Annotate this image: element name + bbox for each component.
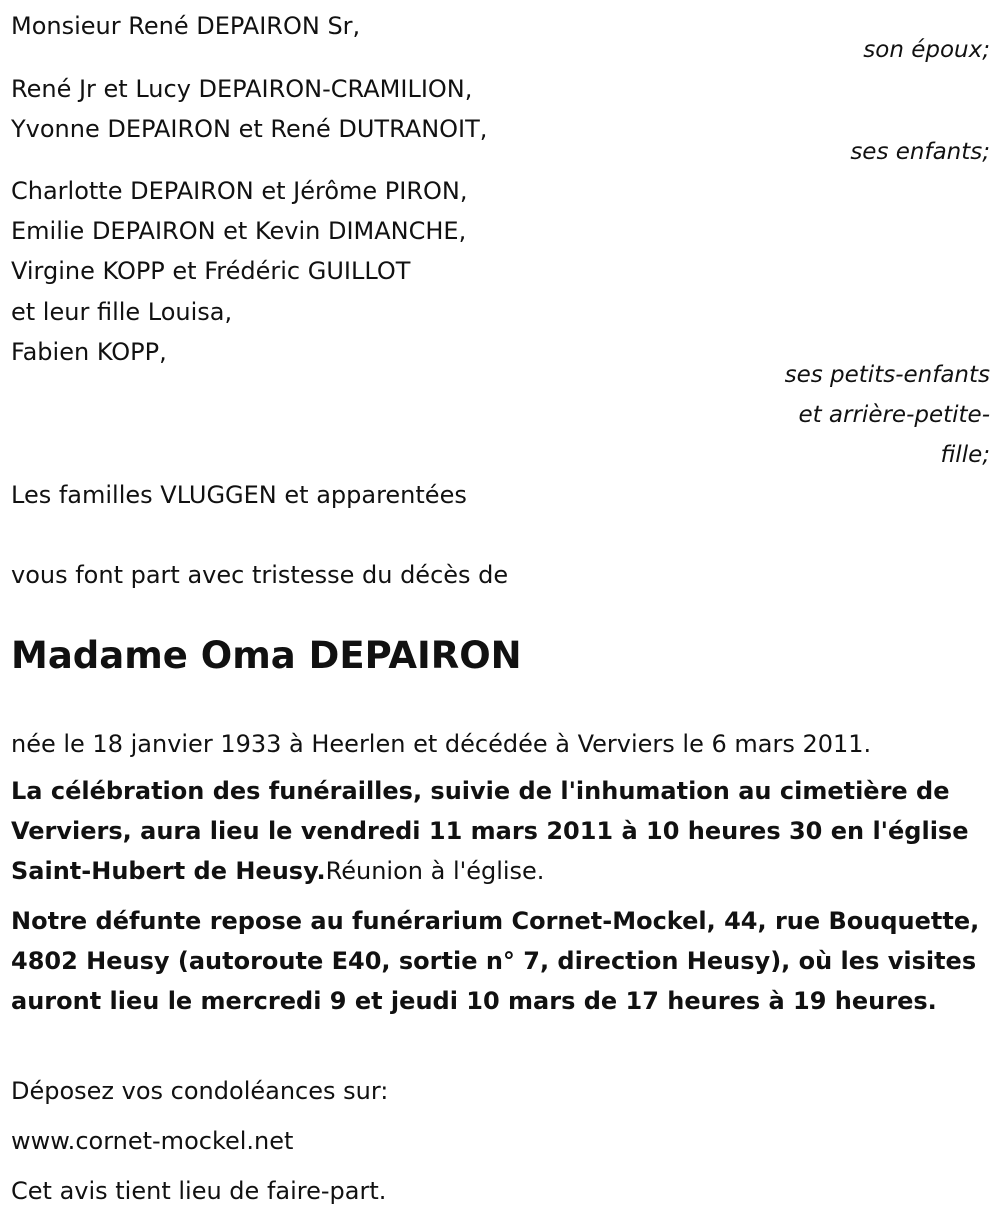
child-line-2: Yvonne DEPAIRON et René DUTRANOIT, (11, 115, 488, 143)
grandchildren-role-line-1: ses petits-enfants (784, 362, 990, 388)
grandchildren-role-line-2: et arrière-petite- (798, 402, 990, 428)
grandchild-line-5: Fabien KOPP, (11, 338, 167, 366)
ceremony-details: La célébration des funérailles, suivie de l'inhumation au cimetière de Verviers, aura lieu le vendredi 11 mars 2011 à 10 heures 30 en l'église Saint-Hubert de Heusy. (11, 777, 969, 885)
visitation-paragraph: Notre défunte repose au funérarium Cornet-Mockel, 44, rue Bouquette, 4802 Heusy (autoroute E40, sortie n° 7, direction Heusy), où les visites auront lieu le mercredi 9 et jeudi 10 mars de 17 heures à 19 heures. (11, 907, 980, 1015)
grandchild-line-4: et leur fille Louisa, (11, 298, 233, 326)
birth-death-line: née le 18 janvier 1933 à Heerlen et décédée à Verviers le 6 mars 2011. (11, 730, 872, 758)
spouse-role: son époux; (863, 37, 990, 63)
closing-line: Cet avis tient lieu de faire-part. (11, 1177, 387, 1205)
spouse-name: Monsieur René DEPAIRON Sr, (11, 12, 361, 40)
announcement-line: vous font part avec tristesse du décès de (11, 561, 509, 589)
children-role: ses enfants; (850, 139, 990, 165)
families-line: Les familles VLUGGEN et apparentées (11, 481, 467, 509)
grandchildren-role-line-3: fille; (940, 442, 990, 468)
grandchild-line-1: Charlotte DEPAIRON et Jérôme PIRON, (11, 177, 468, 205)
condolences-label: Déposez vos condoléances sur: (11, 1077, 389, 1105)
child-line-1: René Jr et Lucy DEPAIRON-CRAMILION, (11, 75, 473, 103)
deceased-name: Madame Oma DEPAIRON (11, 634, 522, 677)
grandchild-line-3: Virgine KOPP et Frédéric GUILLOT (11, 257, 411, 285)
ceremony-note: Réunion à l'église. (325, 857, 545, 885)
grandchild-line-2: Emilie DEPAIRON et Kevin DIMANCHE, (11, 217, 467, 245)
ceremony-paragraph (11, 771, 991, 891)
website-link[interactable]: www.cornet-mockel.net (11, 1127, 294, 1155)
